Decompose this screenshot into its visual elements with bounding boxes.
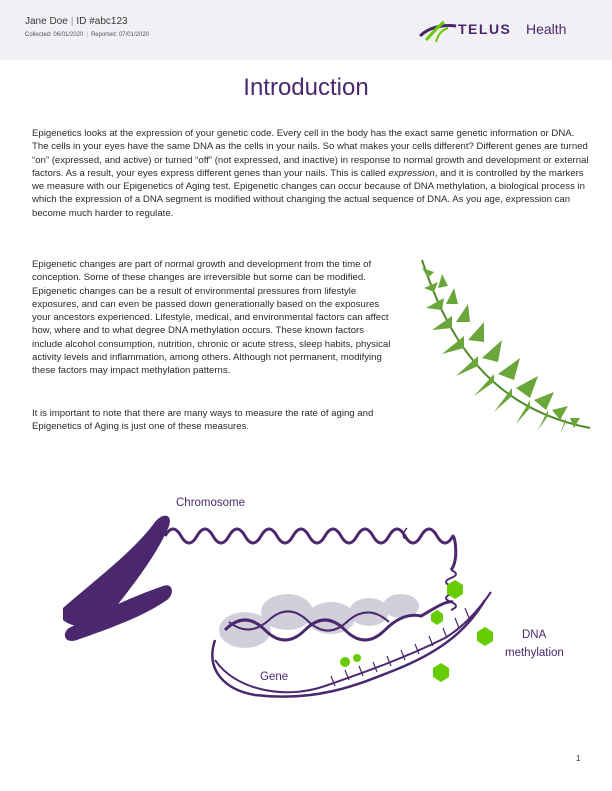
dna-methylation-label-2: methylation xyxy=(505,647,564,659)
telus-swoosh-icon xyxy=(418,18,458,44)
gene-label: Gene xyxy=(260,671,289,683)
patient-info xyxy=(25,16,128,27)
intro-text-b: , and it is controlled by the markers we measure with our Epigenetics of Aging test. Epigenetic changes can occur because of DNA methylation, a biological process in which the expression of a DNA segment is modified without changing the actual sequence of DNA. As you age, expression can become much harder to regulate. xyxy=(32,167,586,219)
methyl-group-markers xyxy=(340,580,493,682)
telus-health-logo xyxy=(418,18,578,44)
intro-paragraph-3: It is important to note that there are many ways to measure the rate of aging and Epigenetics of Aging is just one of these measures. xyxy=(32,408,374,433)
logo-sub: Health xyxy=(526,21,567,37)
collected-date: Collected: 06/01/2020 xyxy=(25,32,84,38)
intro-emphasis: expression xyxy=(388,167,435,179)
patient-id: ID #abc123 xyxy=(76,16,128,27)
report-header xyxy=(0,0,612,60)
page-title: Introduction xyxy=(243,74,369,101)
intro-paragraph-2: Epigenetic changes are part of normal growth and development from the time of conception. Some of these changes are irreversible but some can be modified. Epigenetic changes can be a result of environmental pressures from lifestyle exposures, and can even be passed down generationally based on the exposures your ancestors experienced. Lifestyle, medical, and environmental factors can affect how, where and to what degree DNA methylation occurs. These known factors include alcohol consumption, nutrition, chronic or acute stress, sleep habits, physical activity levels and inflammation, among others. Although not permanent, modifying these factors may impact methylation patterns. xyxy=(32,259,391,377)
patient-name: Jane Doe xyxy=(25,16,68,27)
dna-methylation-label: DNA xyxy=(522,629,547,641)
reported-date: Reported: 07/01/2020 xyxy=(90,32,149,38)
intro-text-a: Epigenetics looks at the expression of your genetic code. Every cell in the body has the exact same genetic information or DNA. The cells in your eyes have the same DNA as the cells in your nails. So what makes your cells different? Different genes are turned “on” (expressed, and active) or turned “off” (not expressed, and inactive) in response to normal growth and development or external factors. As a result, your eyes express different genes than your nails. This is called xyxy=(32,128,589,179)
fern-illustration xyxy=(418,258,594,454)
page-number: 1 xyxy=(576,754,581,763)
logo-brand: TELUS xyxy=(458,21,512,37)
chromosome-label: Chromosome xyxy=(176,497,246,509)
separator: | xyxy=(86,32,88,38)
chromosome-dna-diagram xyxy=(55,490,555,720)
separator: | xyxy=(70,16,74,27)
report-dates xyxy=(25,32,149,38)
intro-paragraph-1 xyxy=(32,127,592,220)
